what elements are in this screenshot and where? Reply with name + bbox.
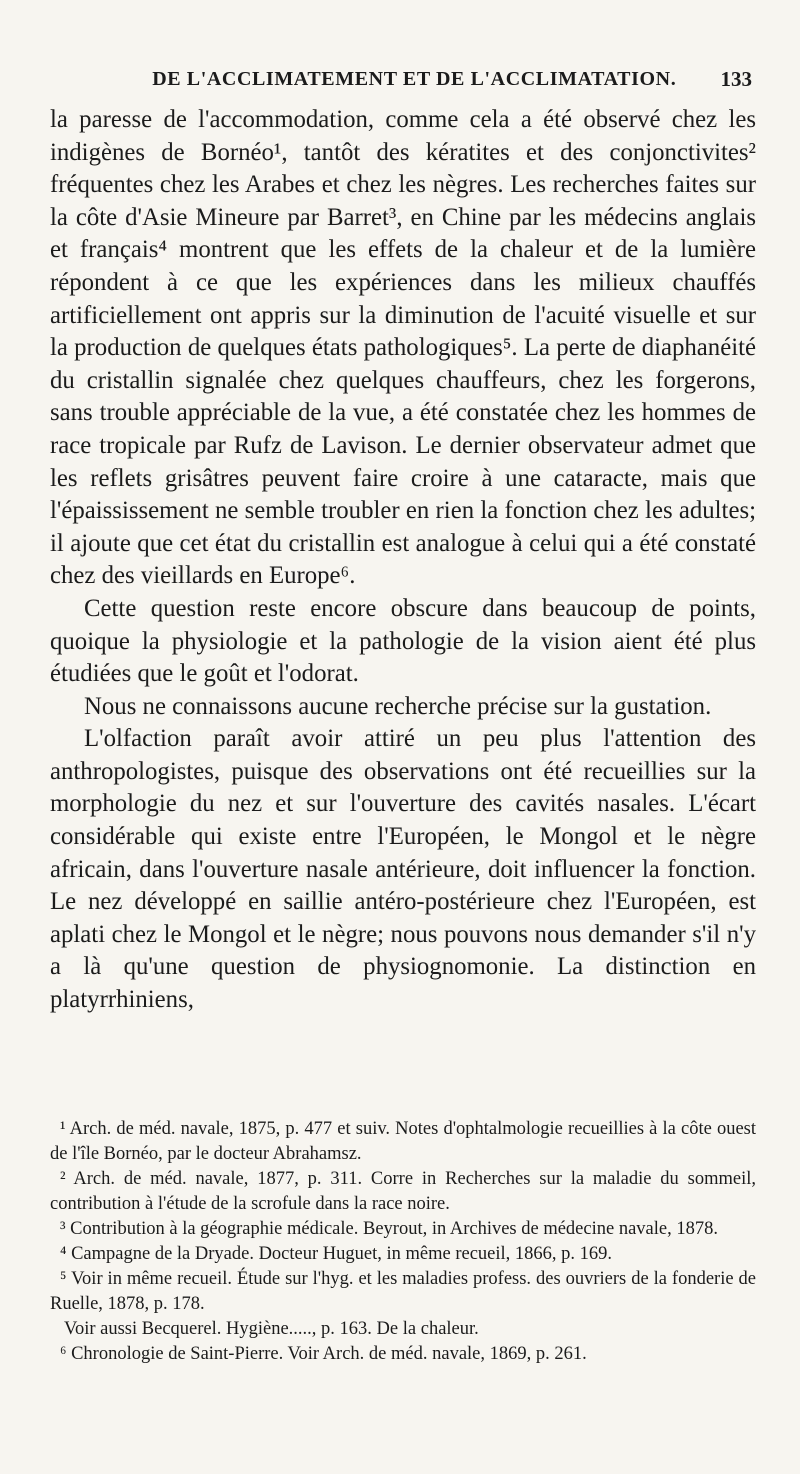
footnote-3: ³ Contribution à la géographie médicale. Beyrout, in Archives de médecine navale, 1878.: [60, 1219, 718, 1239]
paragraph-4: L'olfaction paraît avoir attiré un peu plus l'attention des anthropologistes, puisque des observations ont été recueillies sur la morphologie du nez et sur l'ouverture des cavités nasales. L'écart considérable qui existe entre l'Européen, le Mongol et le nègre africain, dans l'ouverture nasale antérieure, doit influencer la fonction. Le nez développé en saillie antéro-postérieure chez l'Européen, est aplati chez le Mongol et le nègre; nous pouvons nous demander s'il n'y a là qu'une question de physiognomonie. La distinction en platyrrhiniens,: [50, 725, 756, 1014]
footnote-1: ¹ Arch. de méd. navale, 1875, p. 477 et suiv. Notes d'ophtalmologie recueillies à la côte ouest de l'île Bornéo, par le docteur Abrahamsz.: [50, 1119, 756, 1164]
running-title: DE L'ACCLIMATEMENT ET DE L'ACCLIMATATION.: [152, 67, 677, 90]
page-number: 133: [720, 66, 752, 91]
footnote-4: ⁴ Campagne de la Dryade. Docteur Huguet, in même recueil, 1866, p. 169.: [60, 1244, 613, 1264]
paragraph-3: Nous ne connaissons aucune recherche précise sur la gustation.: [84, 692, 712, 720]
footnotes: [50, 1117, 756, 1367]
paragraph-2: Cette question reste encore obscure dans beaucoup de points, quoique la physiologie et la pathologie de la vision aient été plus étudiées que le goût et l'odorat.: [50, 594, 756, 688]
footnote-5-continued: Voir aussi Becquerel. Hygiène....., p. 163. De la chaleur.: [64, 1319, 479, 1339]
footnote-2: ² Arch. de méd. navale, 1877, p. 311. Corre in Recherches sur la maladie du sommeil, contribution à l'étude de la scrofule dans la race noire.: [50, 1169, 756, 1214]
page-header: [48, 64, 752, 94]
paragraph-1: la paresse de l'accommodation, comme cela a été observé chez les indigènes de Bornéo¹, tantôt des kératites et des conjonctivites² fréquentes chez les Arabes et chez les nègres. Les recherches faites sur la côte d'Asie Mineure par Barret³, en Chine par les médecins anglais et français⁴ montrent que les effets de la chaleur et de la lumière répondent à ce que les expériences dans les milieux chauffés artificiellement ont appris sur la diminution de l'acuité visuelle et sur la production de quelques états pathologiques⁵. La perte de diaphanéité du cristallin signalée chez quelques chauffeurs, chez les forgerons, sans trouble appréciable de la vue, a été constatée chez les hommes de race tropicale par Rufz de Lavison. Le dernier observateur admet que les reflets grisâtres peuvent faire croire à une cataracte, mais que l'épaississement ne semble troubler en rien la fonction chez les adultes; il ajoute que cet état du cristallin est analogue à celui qui a été constaté chez des vieillards en Europe⁶.: [50, 106, 756, 590]
footnote-5: ⁵ Voir in même recueil. Étude sur l'hyg. et les maladies profess. des ouvriers de la fonderie de Ruelle, 1878, p. 178.: [50, 1269, 756, 1314]
footnote-6: ⁶ Chronologie de Saint-Pierre. Voir Arch. de méd. navale, 1869, p. 261.: [60, 1344, 587, 1364]
body-text: [50, 104, 756, 1017]
